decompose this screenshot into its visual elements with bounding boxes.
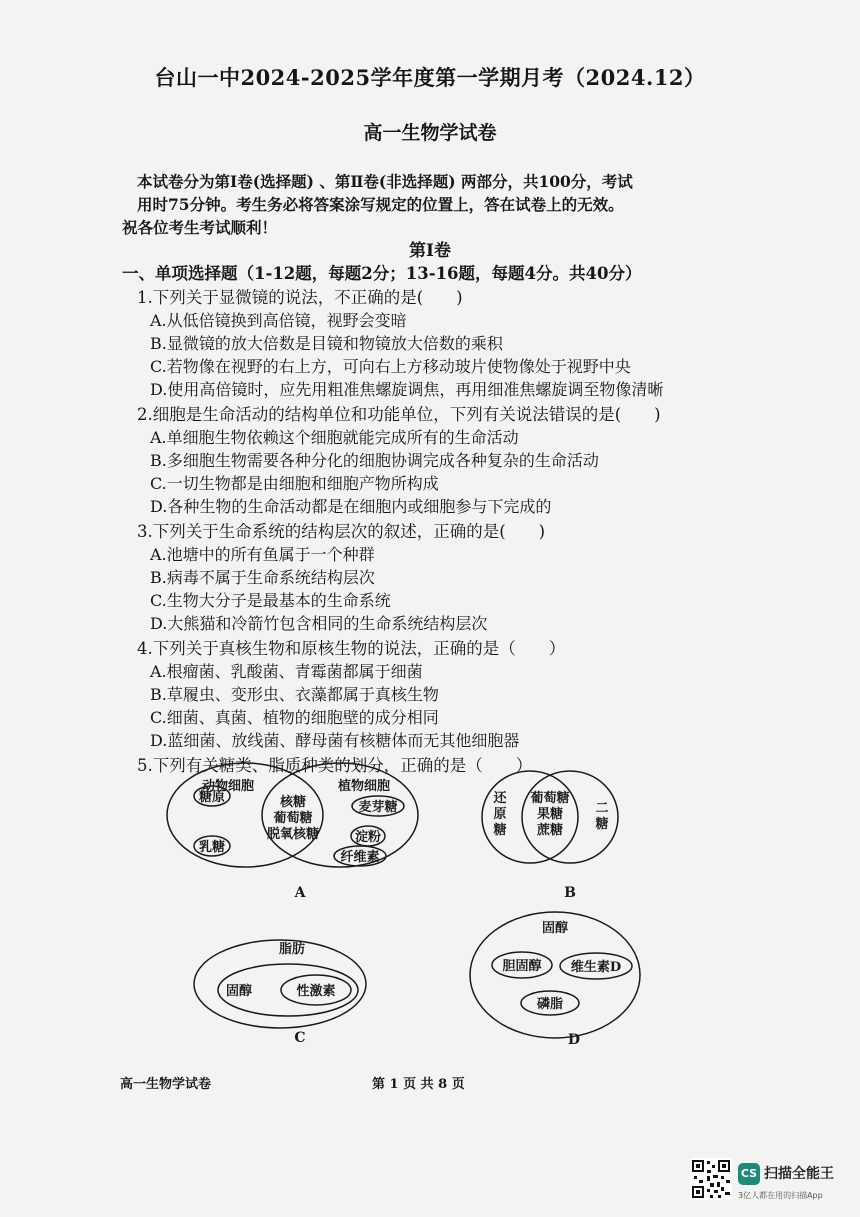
diagram-d-item: 胆固醇 (502, 959, 542, 974)
question-2-option-a: A.单细胞生物依赖这个细胞就能完成所有的生命活动 (150, 428, 519, 447)
footer-page-number: 第 1 页 共 8 页 (372, 1077, 465, 1092)
section-title: 第Ⅰ卷 (409, 241, 451, 261)
diagram-c-outer-label: 脂肪 (278, 942, 306, 957)
footer-paper-name: 高一生物学试卷 (120, 1077, 212, 1092)
question-3-stem: 3.下列关于生命系统的结构层次的叙述，正确的是( ) (137, 522, 546, 541)
question-5-stem: 5.下列有关糖类、脂质种类的划分，正确的是（ ） (137, 756, 533, 775)
diagram-b-left-set-label: 糖 (493, 823, 507, 838)
diagram-c-label: C (294, 1030, 306, 1046)
part-heading: 一、单项选择题（1-12题，每题2分；13-16题，每题4分。共40分） (122, 264, 642, 283)
diagram-a-left-item: 乳糖 (198, 840, 226, 855)
diagram-a-overlap-item: 脱氧核糖 (266, 827, 320, 842)
intro-line-1: 本试卷分为第Ⅰ卷(选择题) 、第Ⅱ卷(非选择题) 两部分，共100分，考试 (137, 172, 633, 191)
question-3-option-d: D.大熊猫和冷箭竹包含相同的生命系统结构层次 (150, 614, 488, 633)
exam-title: 台山一中2024-2025学年度第一学期月考（2024.12） (154, 65, 706, 90)
diagram-a-overlap-item: 葡萄糖 (273, 811, 313, 826)
diagram-b-overlap-item: 果糖 (536, 807, 564, 822)
camscanner-slogan: 3亿人都在用的扫描App (738, 1191, 823, 1200)
question-1-stem: 1.下列关于显微镜的说法，不正确的是( ) (137, 288, 463, 307)
question-5-diagrams (150, 760, 670, 1060)
intro-line-3: 祝各位考生考试顺利！ (122, 218, 278, 237)
qr-code-icon (690, 1158, 732, 1200)
diagram-a-label: A (294, 885, 306, 901)
question-1-option-b: B.显微镜的放大倍数是目镜和物镜放大倍数的乘积 (150, 334, 503, 353)
diagram-a-right-item: 纤维素 (340, 850, 380, 865)
question-1-option-a: A.从低倍镜换到高倍镜，视野会变暗 (150, 311, 407, 330)
diagram-c-middle-label: 固醇 (225, 984, 253, 999)
diagram-b-right-set-label: 糖 (595, 817, 609, 832)
exam-subtitle: 高一生物学试卷 (363, 122, 497, 144)
diagram-d-outer-label: 固醇 (541, 921, 569, 936)
diagram-d-label: D (567, 1032, 581, 1048)
question-2-stem: 2.细胞是生命活动的结构单位和功能单位，下列有关说法错误的是( ) (137, 405, 661, 424)
question-3-option-a: A.池塘中的所有鱼属于一个种群 (150, 545, 375, 564)
diagram-a-overlap-item: 核糖 (279, 795, 307, 810)
camscanner-app-name: 扫描全能王 (764, 1166, 834, 1182)
question-2-option-c: C.一切生物都是由细胞和细胞产物所构成 (150, 474, 439, 493)
camscanner-logo-icon: CS (738, 1163, 760, 1185)
question-3-option-c: C.生物大分子是最基本的生命系统 (150, 591, 391, 610)
question-1-option-d: D.使用高倍镜时，应先用粗准焦螺旋调焦，再用细准焦螺旋调至物像清晰 (150, 380, 664, 399)
intro-line-2: 用时75分钟。考生务必将答案涂写规定的位置上，答在试卷上的无效。 (137, 195, 624, 214)
question-4-option-c: C.细菌、真菌、植物的细胞壁的成分相同 (150, 708, 439, 727)
question-4-option-d: D.蓝细菌、放线菌、酵母菌有核糖体而无其他细胞器 (150, 731, 520, 750)
question-4-option-a: A.根瘤菌、乳酸菌、青霉菌都属于细菌 (150, 662, 423, 681)
diagram-b-overlap-item: 蔗糖 (536, 823, 564, 838)
diagram-a-left-item: 糖原 (198, 790, 226, 805)
diagram-a-left-set-label: 动物细胞 (202, 779, 255, 794)
diagram-b-label: B (564, 885, 576, 901)
diagram-b-left-set-label: 原 (493, 807, 507, 822)
diagram-a-right-set-label: 植物细胞 (338, 779, 391, 794)
question-1-option-c: C.若物像在视野的右上方，可向右上方移动玻片使物像处于视野中央 (150, 357, 631, 376)
diagram-a-right-item: 淀粉 (354, 830, 382, 845)
question-2-option-b: B.多细胞生物需要各种分化的细胞协调完成各种复杂的生命活动 (150, 451, 599, 470)
diagram-b-overlap-item: 葡萄糖 (530, 791, 570, 806)
diagram-d-item: 维生素D (570, 960, 622, 975)
diagram-a-right-item: 麦芽糖 (358, 800, 398, 815)
diagram-b-right-set-label: 二 (595, 801, 609, 816)
question-4-option-b: B.草履虫、变形虫、衣藻都属于真核生物 (150, 685, 439, 704)
diagram-c-inner-label: 性激素 (296, 984, 336, 999)
diagram-b-left-set-label: 还 (493, 791, 507, 806)
question-3-option-b: B.病毒不属于生命系统结构层次 (150, 568, 375, 587)
question-4-stem: 4.下列关于真核生物和原核生物的说法，正确的是（ ） (137, 639, 566, 658)
diagram-d-item: 磷脂 (536, 997, 564, 1012)
question-2-option-d: D.各种生物的生命活动都是在细胞内或细胞参与下完成的 (150, 497, 552, 516)
